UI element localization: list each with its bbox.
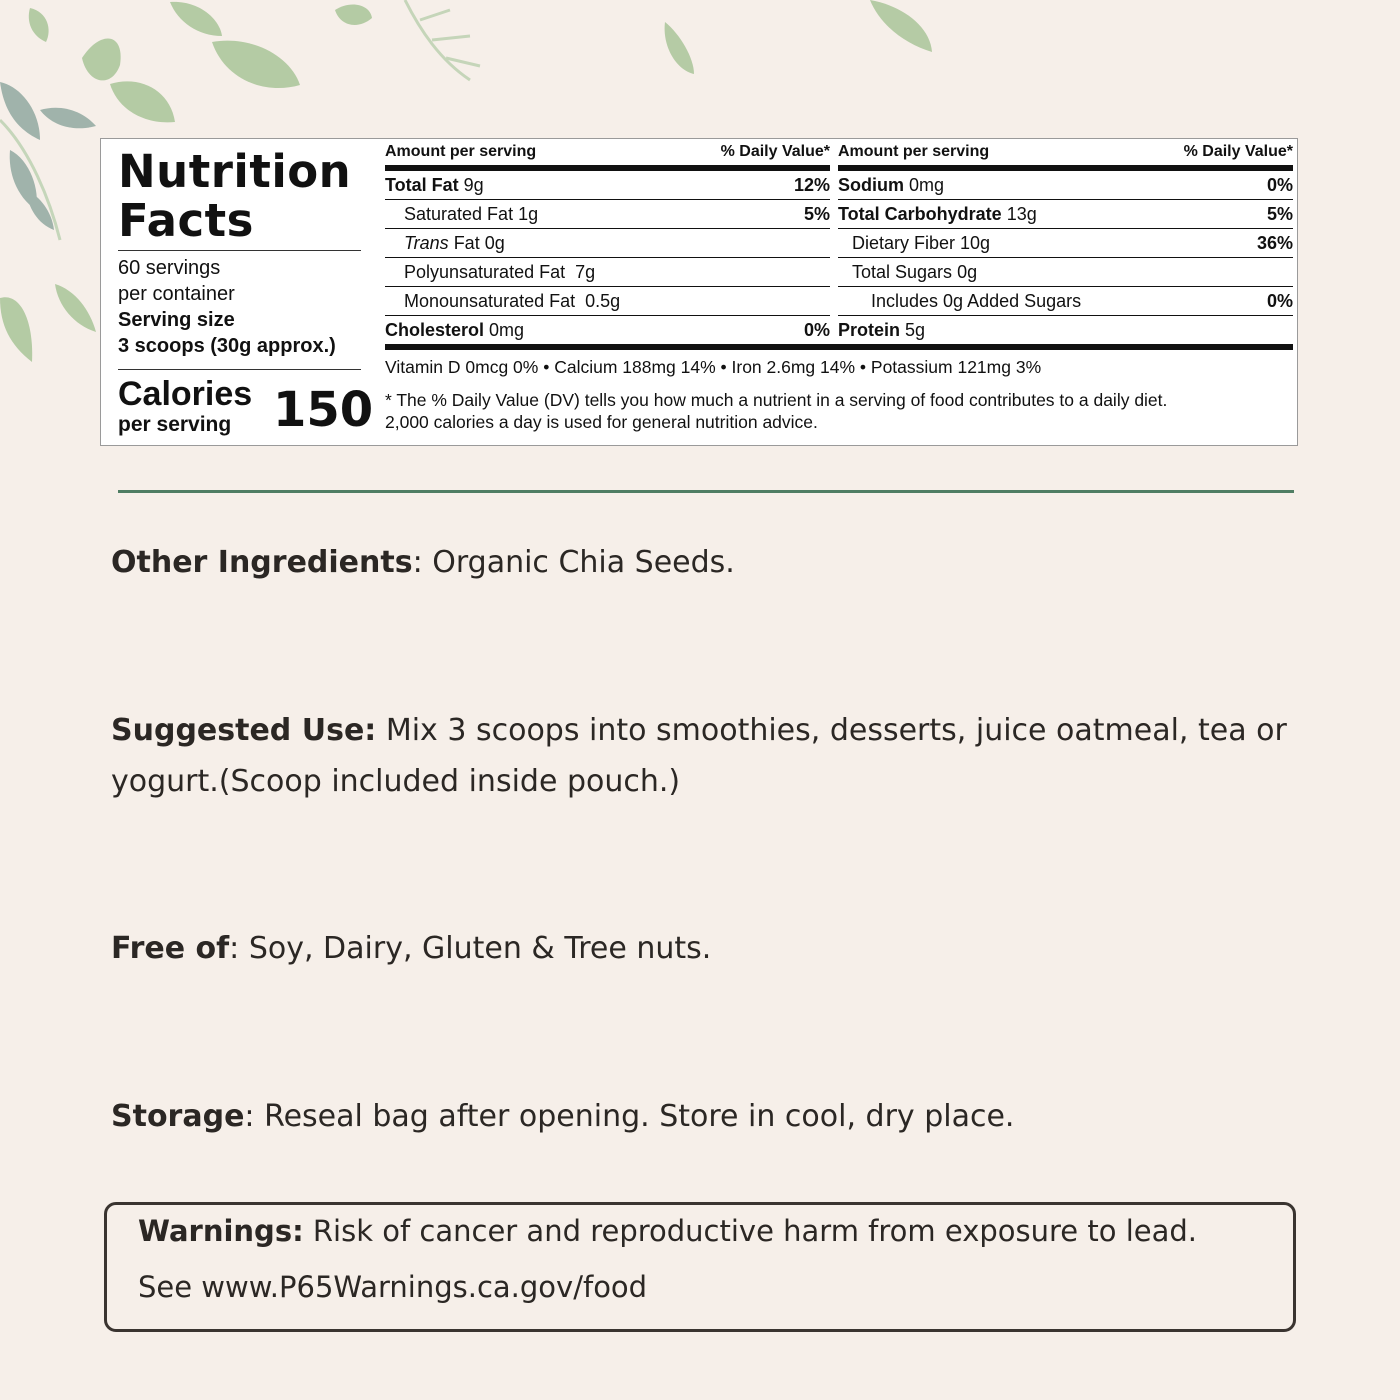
- nutrient-amount: 1g: [513, 204, 539, 224]
- suggested-use: [111, 705, 1287, 807]
- warning-line1: [138, 1211, 1197, 1251]
- other-ingredients-text: : Organic Chia Seeds.: [412, 545, 735, 580]
- nutrient-row: [838, 200, 1293, 229]
- nutrient-row: [838, 316, 1293, 344]
- nutrient-name: Protein: [838, 320, 901, 340]
- footnote-line1: * The % Daily Value (DV) tells you how much a nutrient in a serving of food contributes to a daily diet.: [385, 390, 1168, 410]
- section-divider: [118, 490, 1294, 493]
- warning-label: Warnings:: [138, 1214, 304, 1248]
- suggested-use-line1: Mix 3 scoops into smoothies, desserts, juice oatmeal, tea or: [376, 713, 1287, 748]
- nutrient-amount: 5g: [900, 320, 926, 340]
- amount-per-serving-label: Amount per serving: [838, 143, 990, 160]
- suggested-use-line2: yogurt.(Scoop included inside pouch.): [111, 764, 681, 799]
- free-of-text: : Soy, Dairy, Gluten & Tree nuts.: [229, 931, 712, 966]
- servings-line2: per container: [118, 283, 235, 305]
- nutrient-amount: 10g: [955, 233, 991, 253]
- storage: [111, 1091, 1014, 1142]
- vitamins-line: Vitamin D 0mcg 0% • Calcium 188mg 14% • Iron 2.6mg 14% • Potassium 121mg 3%: [385, 357, 1042, 377]
- daily-value-label: % Daily Value*: [1183, 143, 1293, 160]
- nutrition-title-line1: Nutrition: [118, 145, 352, 198]
- calories-value: 150: [273, 382, 374, 438]
- nutrient-amount: 7g: [565, 262, 596, 282]
- free-of-label: Free of: [111, 931, 230, 966]
- nutrient-name: Sodium: [838, 175, 904, 195]
- nutrient-name: Includes 0g Added Sugars: [871, 291, 1082, 311]
- nutrient-dv: 0%: [803, 320, 830, 340]
- warning-text: Risk of cancer and reproductive harm from exposure to lead.: [303, 1214, 1197, 1248]
- nutrient-name: Monounsaturated Fat: [404, 291, 576, 311]
- nutrition-facts-label: [100, 138, 1298, 446]
- nutrient-dv: 5%: [803, 204, 830, 224]
- nutrient-row: [385, 258, 830, 287]
- calories-sub: per serving: [118, 413, 232, 436]
- amount-per-serving-label: Amount per serving: [385, 143, 537, 160]
- nutrient-row: [838, 258, 1293, 287]
- nutrition-summary: [118, 145, 374, 446]
- calories-label: Calories: [118, 375, 253, 413]
- storage-label: Storage: [111, 1099, 245, 1134]
- nutrient-dv: 0%: [1266, 175, 1293, 195]
- nutrient-row: [385, 287, 830, 316]
- nutrient-row: [385, 171, 830, 200]
- servings-line1: 60 servings: [118, 257, 221, 279]
- footnote-line2: 2,000 calories a day is used for general nutrition advice.: [385, 412, 818, 432]
- serving-size-label: Serving size: [118, 309, 235, 331]
- daily-value-footnote: [385, 389, 1285, 433]
- nutrient-amount: 0.5g: [575, 291, 621, 311]
- nutrient-amount: 13g: [1001, 204, 1037, 224]
- nutrient-dv: 5%: [1266, 204, 1293, 224]
- warning-link: See www.P65Warnings.ca.gov/food: [138, 1270, 648, 1304]
- nutrient-amount: 0mg: [904, 175, 945, 195]
- nutrient-row: [838, 171, 1293, 200]
- nutrient-dv: 36%: [1256, 233, 1293, 253]
- nutrient-dv: 0%: [1266, 291, 1293, 311]
- nutrient-row: [838, 229, 1293, 258]
- thick-divider: [385, 344, 1293, 350]
- nutrition-title-line2: Facts: [118, 194, 254, 247]
- other-ingredients: [111, 537, 735, 588]
- storage-text: : Reseal bag after opening. Store in cool, dry place.: [244, 1099, 1015, 1134]
- suggested-use-label: Suggested Use:: [111, 713, 377, 748]
- nutrient-name: Polyunsaturated Fat: [404, 262, 566, 282]
- nutrient-amount: 0mg: [484, 320, 525, 340]
- divider: [118, 369, 361, 370]
- nutrient-column-1: [385, 139, 830, 344]
- nutrient-amount: 0g: [952, 262, 978, 282]
- nutrient-name: Total Fat: [385, 175, 459, 195]
- divider: [118, 250, 361, 251]
- nutrient-column-2: [838, 139, 1293, 344]
- other-ingredients-label: Other Ingredients: [111, 545, 413, 580]
- nutrient-name: Trans: [404, 233, 449, 253]
- column-header: [385, 139, 830, 171]
- nutrient-name: Total Carbohydrate: [838, 204, 1002, 224]
- nutrient-name: Dietary Fiber: [852, 233, 956, 253]
- serving-size-value: 3 scoops (30g approx.): [118, 335, 336, 357]
- nutrient-dv: 12%: [793, 175, 830, 195]
- column-header: [838, 139, 1293, 171]
- nutrient-row: [385, 316, 830, 344]
- nutrient-name: Cholesterol: [385, 320, 485, 340]
- nutrient-row: [838, 287, 1293, 316]
- warning-box: [104, 1202, 1296, 1332]
- nutrient-row: [385, 200, 830, 229]
- free-of: [111, 923, 711, 974]
- daily-value-label: % Daily Value*: [720, 143, 830, 160]
- nutrient-name: Saturated Fat: [404, 204, 514, 224]
- nutrient-amount: Fat 0g: [448, 233, 505, 253]
- nutrient-amount: 9g: [458, 175, 484, 195]
- calories-block: [118, 375, 374, 446]
- nutrient-name: Total Sugars: [852, 262, 953, 282]
- nutrient-row: [385, 229, 830, 258]
